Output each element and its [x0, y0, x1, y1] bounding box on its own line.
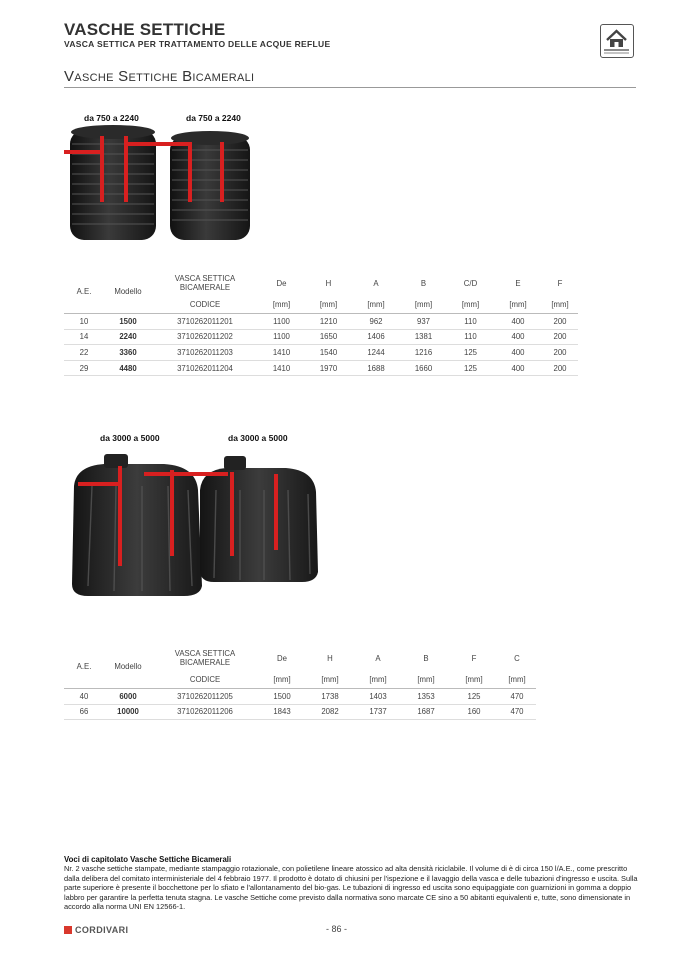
col-ae: A.E.: [64, 645, 104, 689]
cell-modello: 1500: [104, 314, 152, 330]
brand-logo: [64, 925, 128, 935]
cell-value: 110: [447, 329, 494, 345]
cell-value: 125: [447, 345, 494, 361]
cell-value: 2082: [306, 704, 354, 720]
cell-value: 400: [494, 360, 542, 376]
cell-modello: 2240: [104, 329, 152, 345]
col-dim: De: [276, 278, 287, 288]
tank-label-right: da 750 a 2240: [186, 113, 241, 123]
unit-label: [mm]: [306, 671, 354, 689]
cell-value: 937: [400, 314, 447, 330]
home-icon[interactable]: [600, 24, 634, 58]
tank-pair-image-large: [64, 446, 324, 598]
col-modello: Modello: [104, 645, 152, 689]
cell-value: 1540: [305, 345, 352, 361]
col-codice: CODICE: [152, 296, 258, 314]
col-dim: F: [471, 653, 477, 663]
cell-ae: 14: [64, 329, 104, 345]
col-dim: De: [277, 653, 287, 663]
table-row: [64, 329, 578, 345]
cell-value: 1687: [402, 704, 450, 720]
tank-label-left: da 750 a 2240: [84, 113, 139, 123]
cell-value: 200: [542, 345, 578, 361]
col-vasca: VASCA SETTICA BICAMERALE: [174, 274, 236, 292]
tank-label-right-large: da 3000 a 5000: [228, 433, 288, 443]
cell-value: 1410: [258, 345, 305, 361]
cell-value: 1738: [306, 689, 354, 705]
brand-name: CORDIVARI: [75, 925, 129, 935]
brand-mark-icon: [64, 926, 72, 934]
unit-label: [mm]: [305, 296, 352, 314]
col-dim: C: [514, 653, 520, 663]
cell-value: 1100: [258, 329, 305, 345]
unit-label: [mm]: [258, 671, 306, 689]
cell-value: 1737: [354, 704, 402, 720]
cell-codice: 3710262011203: [152, 345, 258, 361]
tank-right: [170, 131, 250, 240]
cell-value: 1210: [305, 314, 352, 330]
page-number: - 86 -: [326, 924, 348, 934]
unit-label: [mm]: [447, 296, 494, 314]
unit-label: [mm]: [400, 296, 447, 314]
cell-value: 125: [450, 689, 498, 705]
notes-body: Nr. 2 vasche settiche stampate, mediante stampaggio rotazionale, con polietilene lineare atossico ad alta densità riciclabile. Il volume di è di circa 150 l/A.E., come prescritto dalla delibera del comitato interministeriale del 4 febbraio 1977. Il prodotto è dotato di chiusini per l'ispezione e il lavaggio della vasca e delle tubazioni d'ingresso e uscita. Sulla parte superiore è presente il bocchettone per lo sfiato e l'allontanamento del bio-gas. Le tubazioni di ingresso ed uscita sono equipaggiate con guarnizioni in gomma a doppio labbro per garantire la perfetta tenuta stagna. Le vasche Settiche come previsto dalla normativa sono marcate CE sino a 50 abitanti equivalenti e, tutte, sono dimensionate in accordo alla norma UNI EN 12566-1.: [64, 864, 638, 912]
unit-label: [mm]: [494, 296, 542, 314]
cell-value: 1406: [352, 329, 400, 345]
unit-label: [mm]: [352, 296, 400, 314]
cell-codice: 3710262011206: [152, 704, 258, 720]
section-divider: [64, 87, 636, 88]
cell-value: 470: [498, 689, 536, 705]
cell-value: 200: [542, 314, 578, 330]
cell-value: 1403: [354, 689, 402, 705]
col-dim: H: [327, 653, 333, 663]
tank-label-left-large: da 3000 a 5000: [100, 433, 160, 443]
col-dim: E: [515, 278, 521, 288]
notes-title: Voci di capitolato Vasche Settiche Bicamerali: [64, 855, 232, 864]
cell-ae: 29: [64, 360, 104, 376]
cell-codice: 3710262011204: [152, 360, 258, 376]
cell-ae: 66: [64, 704, 104, 720]
cell-ae: 40: [64, 689, 104, 705]
page-title: VASCHE SETTICHE: [64, 20, 226, 39]
col-dim: B: [423, 653, 429, 663]
cell-value: 110: [447, 314, 494, 330]
cell-value: 1650: [305, 329, 352, 345]
unit-label: [mm]: [450, 671, 498, 689]
cell-value: 1100: [258, 314, 305, 330]
cell-value: 200: [542, 360, 578, 376]
section-title: Vasche Settiche Bicamerali: [64, 68, 255, 85]
col-dim: B: [420, 278, 427, 288]
unit-label: [mm]: [542, 296, 578, 314]
cell-codice: 3710262011202: [152, 329, 258, 345]
cell-modello: 6000: [104, 689, 152, 705]
col-vasca: VASCA SETTICA BICAMERALE: [174, 649, 236, 667]
cell-value: 1500: [258, 689, 306, 705]
cell-codice: 3710262011205: [152, 689, 258, 705]
col-dim: A: [373, 278, 379, 288]
cell-value: 1381: [400, 329, 447, 345]
unit-label: [mm]: [354, 671, 402, 689]
cell-value: 1660: [400, 360, 447, 376]
cell-value: 1216: [400, 345, 447, 361]
cell-value: 1244: [352, 345, 400, 361]
col-dim: C/D: [463, 278, 478, 288]
col-ae: A.E.: [64, 270, 104, 314]
cell-value: 400: [494, 314, 542, 330]
cell-value: 962: [352, 314, 400, 330]
table-row: [64, 360, 578, 376]
cell-value: 400: [494, 329, 542, 345]
cell-ae: 10: [64, 314, 104, 330]
page-subtitle: VASCA SETTICA PER TRATTAMENTO DELLE ACQUE REFLUE: [64, 39, 331, 49]
tank-pair-image-small: [62, 122, 262, 244]
cell-value: 1970: [305, 360, 352, 376]
cell-value: 470: [498, 704, 536, 720]
col-codice: CODICE: [152, 671, 258, 689]
col-dim: A: [375, 653, 381, 663]
col-dim: H: [325, 278, 332, 288]
table-row: [64, 314, 578, 330]
cell-value: 1410: [258, 360, 305, 376]
spec-table-1: [64, 270, 578, 376]
cell-value: 1843: [258, 704, 306, 720]
cell-ae: 22: [64, 345, 104, 361]
cell-modello: 4480: [104, 360, 152, 376]
unit-label: [mm]: [402, 671, 450, 689]
col-modello: Modello: [104, 270, 152, 314]
unit-label: [mm]: [498, 671, 536, 689]
cell-value: 160: [450, 704, 498, 720]
cell-value: 125: [447, 360, 494, 376]
cell-codice: 3710262011201: [152, 314, 258, 330]
table-row: [64, 704, 536, 720]
table-row: [64, 689, 536, 705]
cell-value: 200: [542, 329, 578, 345]
cell-value: 1688: [352, 360, 400, 376]
cell-modello: 3360: [104, 345, 152, 361]
cell-value: 400: [494, 345, 542, 361]
cell-modello: 10000: [104, 704, 152, 720]
unit-label: [mm]: [258, 296, 305, 314]
col-dim: F: [557, 278, 563, 288]
spec-table-2: [64, 645, 536, 720]
cell-value: 1353: [402, 689, 450, 705]
table-row: [64, 345, 578, 361]
